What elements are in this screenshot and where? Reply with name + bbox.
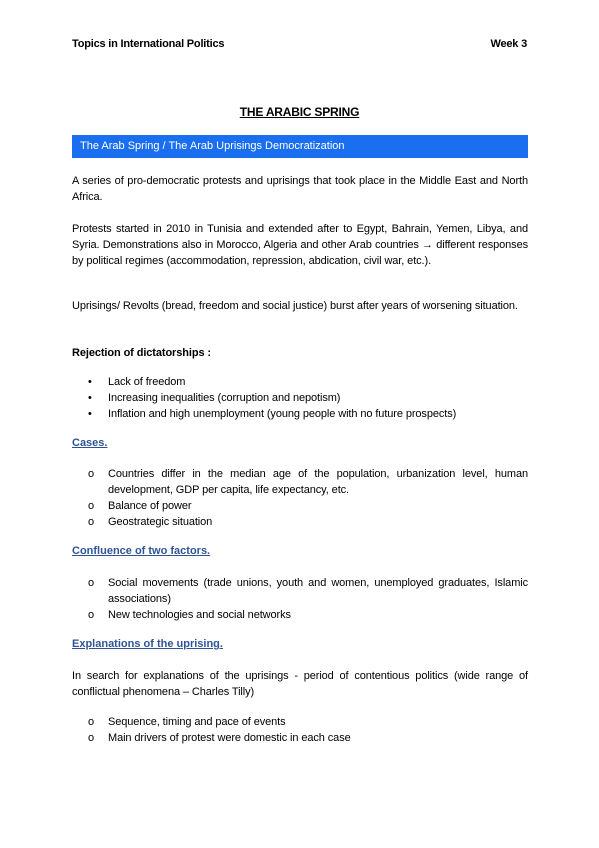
list-item: o Main drivers of protest were domestic in each case	[88, 732, 351, 744]
cases-list	[72, 466, 528, 530]
list-item: o New technologies and social networks	[88, 609, 291, 621]
confluence-heading: Confluence of two factors.	[72, 545, 211, 557]
explanations-list	[72, 714, 528, 746]
bullet-marker: •	[88, 376, 92, 388]
cases-heading: Cases.	[72, 437, 108, 449]
bullet-marker: •	[88, 392, 92, 404]
section-banner: The Arab Spring / The Arab Uprisings Democratization	[72, 135, 528, 158]
circle-marker: o	[88, 516, 95, 528]
list-item: o Geostrategic situation	[88, 516, 213, 528]
explanations-heading: Explanations of the uprising.	[72, 638, 223, 650]
header-course-title: Topics in International Politics	[72, 38, 225, 50]
circle-marker: o	[88, 577, 95, 589]
circle-marker: o	[88, 468, 95, 480]
list-item: o Sequence, timing and pace of events	[88, 716, 286, 728]
protests-paragraph: Protests started in 2010 in Tunisia and extended after to Egypt, Bahrain, Yemen, Libya, and Syria. Demonstrations also in Morocco, Algeria and other Arab countries → different responses by political regimes (accommodation, repression, abdication, civil war, etc.).	[72, 223, 528, 267]
bullet-marker: •	[88, 408, 92, 420]
header-week: Week 3	[490, 38, 527, 50]
rejection-heading: Rejection of dictatorships :	[72, 347, 211, 359]
list-item: o Balance of power	[88, 500, 192, 512]
rejection-list	[72, 374, 528, 422]
circle-marker: o	[88, 500, 95, 512]
uprisings-paragraph: Uprisings/ Revolts (bread, freedom and social justice) burst after years of worsening situation.	[72, 300, 518, 312]
document-title: THE ARABIC SPRING	[239, 105, 360, 119]
list-item: • Inflation and high unemployment (young people with no future prospects)	[88, 408, 457, 420]
explanations-paragraph: In search for explanations of the uprisings - period of contentious politics (wide range of conflictual phenomena – Charles Tilly)	[72, 670, 528, 698]
list-item: • Lack of freedom	[88, 376, 186, 388]
circle-marker: o	[88, 609, 95, 621]
list-item: o Social movements (trade unions, youth and women, unemployed graduates, Islamic associations)	[88, 577, 528, 605]
circle-marker: o	[88, 716, 95, 728]
confluence-list	[72, 575, 528, 623]
list-item: o Countries differ in the median age of the population, urbanization level, human development, GDP per capita, life expectancy, etc.	[88, 468, 528, 496]
list-item: • Increasing inequalities (corruption and nepotism)	[88, 392, 341, 404]
circle-marker: o	[88, 732, 95, 744]
intro-paragraph: A series of pro-democratic protests and uprisings that took place in the Middle East and North Africa.	[72, 175, 528, 203]
